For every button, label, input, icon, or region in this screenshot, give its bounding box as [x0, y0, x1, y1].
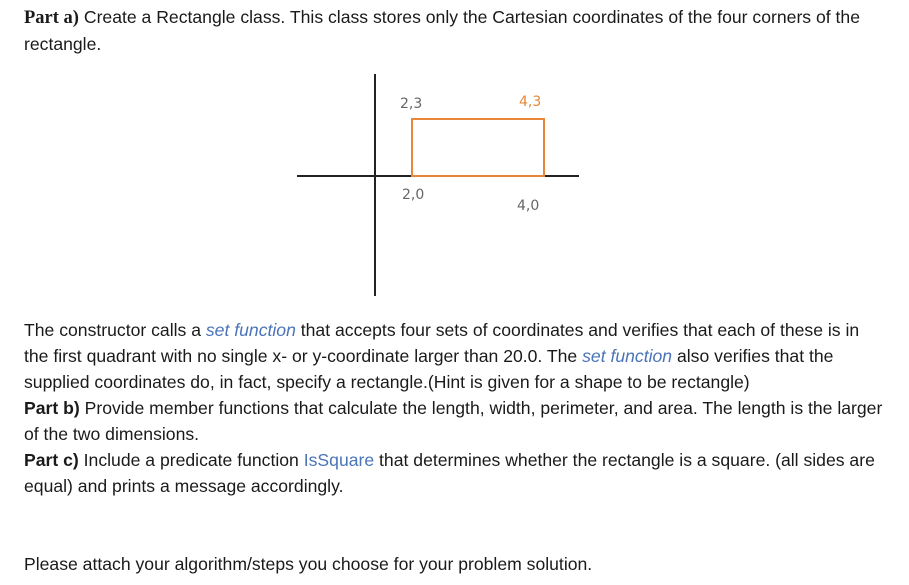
is-square-term: IsSquare	[303, 450, 375, 470]
part-a-text: Create a Rectangle class. This class stores only the Cartesian coordinates of the four corners of the rectangle.	[24, 7, 861, 54]
label-top-left: 2,3	[400, 96, 423, 112]
body-paragraph	[24, 317, 884, 499]
label-top-right: 4,3	[519, 94, 542, 110]
body-s1: The constructor calls a	[24, 320, 206, 340]
part-c-s2: that determines whether the rectangle is a square. (all sides are equal) and prints a message accordingly.	[24, 450, 875, 496]
part-a-lead: Part a)	[24, 8, 79, 28]
body-s3: also verifies that the supplied coordinates do, in fact, specify a rectangle.(Hint is given for a shape to be rectangle)	[24, 346, 834, 392]
attach-instruction: Please attach your algorithm/steps you choose for your problem solution.	[24, 554, 593, 574]
part-b-lead: Part b)	[24, 398, 80, 418]
set-function-term-2: set function	[582, 346, 673, 366]
label-bottom-right: 4,0	[517, 198, 540, 214]
part-c-s1: Include a predicate function	[78, 450, 304, 470]
rectangle-shape	[412, 119, 544, 176]
part-b-text: Provide member functions that calculate the length, width, perimeter, and area. The length is the larger of the two dimensions.	[24, 398, 883, 444]
set-function-term-1: set function	[205, 320, 296, 340]
body-s2: that accepts four sets of coordinates and verifies that each of these is in the first quadrant with no single x- or y-coordinate larger than 20.0. The	[24, 320, 860, 366]
label-bottom-left: 2,0	[402, 187, 425, 203]
part-c-lead: Part c)	[24, 450, 79, 470]
